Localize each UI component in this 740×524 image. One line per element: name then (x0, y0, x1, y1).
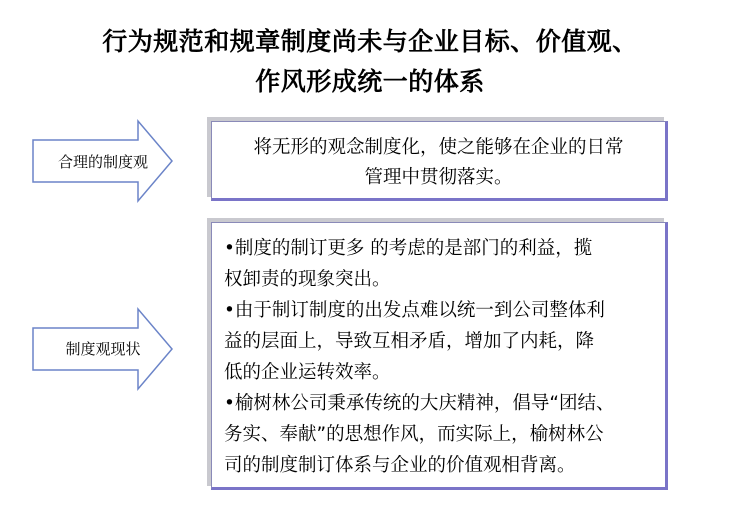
arrow-label: 制度观现状 (65, 340, 141, 358)
text-line: 权卸责的现象突出。 (224, 269, 391, 290)
current-status-text-box (211, 222, 668, 490)
text-line: 低的企业运转效率。 (224, 362, 391, 383)
page-title (20, 22, 720, 102)
text-line: 务实、奉献”的思想作风，而实际上，榆树林公 (224, 424, 604, 445)
arrow-current-system-view (30, 306, 176, 392)
text-line: •由于制订制度的出发点难以统一到公司整体利 (224, 300, 605, 321)
arrow-reasonable-system-view (30, 118, 176, 204)
title-line-2: 作风形成统一的体系 (255, 67, 485, 96)
text-line: 管理中贯彻落实。 (364, 167, 513, 188)
text-line: 司的制度制订体系与企业的价值观相背离。 (224, 455, 576, 476)
text-line: •榆树林公司秉承传统的大庆精神，倡导“团结、 (224, 393, 615, 414)
title-line-1: 行为规范和规章制度尚未与企业目标、价值观、 (102, 27, 638, 56)
text-line: 将无形的观念制度化，使之能够在企业的日常 (253, 137, 624, 158)
arrow-label: 合理的制度观 (57, 153, 148, 171)
text-line: •制度的制订更多 的考虑的是部门的利益，揽 (224, 238, 593, 259)
reasonable-view-text-box (211, 121, 668, 201)
text-line: 益的层面上，导致互相矛盾，增加了内耗，降 (224, 331, 595, 352)
